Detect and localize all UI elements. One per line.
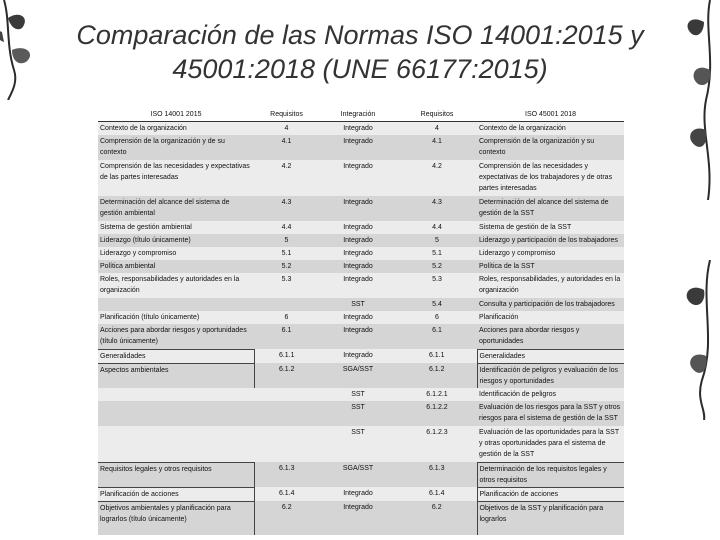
iso14001-cell: Planificación de acciones — [98, 487, 254, 501]
table-row — [98, 298, 624, 311]
iso14001-cell: Roles, responsabilidades y autoridades en la organización — [98, 273, 254, 298]
header-iso45001: ISO 45001 2018 — [477, 108, 624, 122]
iso45001-cell: Evaluación de las oportunidades para la SST y otras oportunidades para el sistema de gestión de la SST — [477, 426, 624, 462]
integracion-cell: SST — [319, 388, 397, 401]
requisito-14001-cell — [254, 388, 319, 401]
requisito-45001-cell: 5.4 — [397, 298, 477, 311]
requisito-14001-cell: 5.3 — [254, 273, 319, 298]
iso14001-cell — [98, 388, 254, 401]
table-row — [98, 311, 624, 324]
requisito-14001-cell: 6 — [254, 311, 319, 324]
requisito-45001-cell: 6.1.4 — [397, 487, 477, 501]
table-row — [98, 388, 624, 401]
table-row — [98, 426, 624, 462]
requisito-14001-cell: 4.1 — [254, 135, 319, 160]
requisito-45001-cell: 6.1.2.2 — [397, 401, 477, 426]
requisito-14001-cell: 6.1 — [254, 324, 319, 349]
requisito-45001-cell: 6.1.1 — [397, 349, 477, 363]
requisito-14001-cell: 4.2 — [254, 160, 319, 196]
integracion-cell: SGA/SST — [319, 363, 397, 388]
header-integracion: Integración — [319, 108, 397, 122]
requisito-45001-cell: 4.4 — [397, 221, 477, 234]
table-row — [98, 234, 624, 247]
requisito-14001-cell: 6.1.2 — [254, 363, 319, 388]
requisito-14001-cell — [254, 401, 319, 426]
table-row — [98, 247, 624, 260]
iso45001-cell: Identificación de peligros — [477, 388, 624, 401]
iso14001-cell — [98, 401, 254, 426]
iso14001-cell: Aspectos ambientales — [98, 363, 254, 388]
iso14001-cell: Generalidades — [98, 349, 254, 363]
requisito-45001-cell: 6.2 — [397, 501, 477, 535]
iso14001-cell: Requisitos legales y otros requisitos — [98, 462, 254, 487]
requisito-14001-cell: 4 — [254, 122, 319, 136]
requisito-45001-cell: 4 — [397, 122, 477, 136]
iso45001-cell: Liderazgo y compromiso — [477, 247, 624, 260]
requisito-45001-cell: 6.1.3 — [397, 462, 477, 487]
requisito-14001-cell: 6.1.4 — [254, 487, 319, 501]
iso14001-cell: Liderazgo y compromiso — [98, 247, 254, 260]
table-row — [98, 122, 624, 136]
table-row — [98, 349, 624, 363]
title-line-2: 45001:2018 (UNE 66177:2015) — [172, 54, 548, 84]
table-row — [98, 135, 624, 160]
iso14001-cell: Comprensión de las necesidades y expectativas de las partes interesadas — [98, 160, 254, 196]
iso45001-cell: Generalidades — [477, 349, 624, 363]
integracion-cell: Integrado — [319, 349, 397, 363]
iso45001-cell: Determinación de los requisitos legales y otros requisitos — [477, 462, 624, 487]
requisito-14001-cell — [254, 298, 319, 311]
requisito-45001-cell: 4.3 — [397, 196, 477, 221]
requisito-14001-cell — [254, 426, 319, 462]
table-row — [98, 487, 624, 501]
table-row — [98, 273, 624, 298]
iso45001-cell: Acciones para abordar riesgos y oportunidades — [477, 324, 624, 349]
iso14001-cell: Determinación del alcance del sistema de gestión ambiental — [98, 196, 254, 221]
requisito-45001-cell: 6.1.2 — [397, 363, 477, 388]
integracion-cell: SST — [319, 401, 397, 426]
iso45001-cell: Liderazgo y participación de los trabajadores — [477, 234, 624, 247]
integracion-cell: Integrado — [319, 160, 397, 196]
table-row — [98, 260, 624, 273]
requisito-45001-cell: 4.2 — [397, 160, 477, 196]
requisito-45001-cell: 6.1 — [397, 324, 477, 349]
iso45001-cell: Política de la SST — [477, 260, 624, 273]
integracion-cell: Integrado — [319, 273, 397, 298]
requisito-14001-cell: 5.1 — [254, 247, 319, 260]
requisito-45001-cell: 5.2 — [397, 260, 477, 273]
title-line-1: Comparación de las Normas ISO 14001:2015 y — [76, 20, 644, 50]
integracion-cell: Integrado — [319, 196, 397, 221]
comparison-table — [98, 108, 624, 535]
integracion-cell: Integrado — [319, 260, 397, 273]
iso14001-cell: Sistema de gestión ambiental — [98, 221, 254, 234]
header-iso14001: ISO 14001 2015 — [98, 108, 254, 122]
iso14001-cell: Contexto de la organización — [98, 122, 254, 136]
iso45001-cell: Roles, responsabilidades, y autoridades en la organización — [477, 273, 624, 298]
iso45001-cell: Planificación de acciones — [477, 487, 624, 501]
table-row — [98, 462, 624, 487]
table-row — [98, 401, 624, 426]
integracion-cell: Integrado — [319, 221, 397, 234]
iso45001-cell: Sistema de gestión de la SST — [477, 221, 624, 234]
requisito-14001-cell: 4.4 — [254, 221, 319, 234]
iso14001-cell: Liderazgo (título únicamente) — [98, 234, 254, 247]
integracion-cell: Integrado — [319, 501, 397, 535]
iso14001-cell: Objetivos ambientales y planificación para lograrlos (título únicamente) — [98, 501, 254, 535]
iso45001-cell: Contexto de la organización — [477, 122, 624, 136]
iso45001-cell: Planificación — [477, 311, 624, 324]
requisito-14001-cell: 6.1.1 — [254, 349, 319, 363]
iso45001-cell: Determinación del alcance del sistema de gestión de la SST — [477, 196, 624, 221]
iso45001-cell: Consulta y participación de los trabajadores — [477, 298, 624, 311]
requisito-14001-cell: 4.3 — [254, 196, 319, 221]
integracion-cell: Integrado — [319, 311, 397, 324]
iso14001-cell: Comprensión de la organización y de su contexto — [98, 135, 254, 160]
iso14001-cell: Política ambiental — [98, 260, 254, 273]
iso45001-cell: Comprensión de las necesidades y expectativas de los trabajadores y de otras partes interesadas — [477, 160, 624, 196]
iso45001-cell: Comprensión de la organización y su contexto — [477, 135, 624, 160]
iso14001-cell: Acciones para abordar riesgos y oportunidades (título únicamente) — [98, 324, 254, 349]
table-row — [98, 363, 624, 388]
requisito-45001-cell: 4.1 — [397, 135, 477, 160]
requisito-45001-cell: 6 — [397, 311, 477, 324]
requisito-45001-cell: 6.1.2.3 — [397, 426, 477, 462]
requisito-45001-cell: 5.1 — [397, 247, 477, 260]
table-row — [98, 324, 624, 349]
table-row — [98, 221, 624, 234]
integracion-cell: Integrado — [319, 234, 397, 247]
integracion-cell: SST — [319, 426, 397, 462]
requisito-45001-cell: 5 — [397, 234, 477, 247]
iso14001-cell: Planificación (título únicamente) — [98, 311, 254, 324]
requisito-14001-cell: 5 — [254, 234, 319, 247]
slide-title — [40, 18, 680, 86]
ivy-leaf-icon — [650, 260, 720, 420]
integracion-cell: SGA/SST — [319, 462, 397, 487]
iso14001-cell — [98, 426, 254, 462]
table-row — [98, 196, 624, 221]
iso45001-cell: Objetivos de la SST y planificación para lograrlos — [477, 501, 624, 535]
table-body — [98, 122, 624, 536]
integracion-cell: Integrado — [319, 122, 397, 136]
iso45001-cell: Evaluación de los riesgos para la SST y otros riesgos para el sistema de gestión de la SST — [477, 401, 624, 426]
iso14001-cell — [98, 298, 254, 311]
iso45001-cell: Identificación de peligros y evaluación de los riesgos y oportunidades — [477, 363, 624, 388]
header-requisitos-14001: Requisitos — [254, 108, 319, 122]
table-header-row — [98, 108, 624, 122]
table-row — [98, 501, 624, 535]
requisito-14001-cell: 6.1.3 — [254, 462, 319, 487]
requisito-45001-cell: 6.1.2.1 — [397, 388, 477, 401]
requisito-14001-cell: 5.2 — [254, 260, 319, 273]
integracion-cell: Integrado — [319, 247, 397, 260]
requisito-14001-cell: 6.2 — [254, 501, 319, 535]
integracion-cell: Integrado — [319, 135, 397, 160]
requisito-45001-cell: 5.3 — [397, 273, 477, 298]
header-requisitos-45001: Requisitos — [397, 108, 477, 122]
table-row — [98, 160, 624, 196]
integracion-cell: Integrado — [319, 487, 397, 501]
integracion-cell: SST — [319, 298, 397, 311]
integracion-cell: Integrado — [319, 324, 397, 349]
